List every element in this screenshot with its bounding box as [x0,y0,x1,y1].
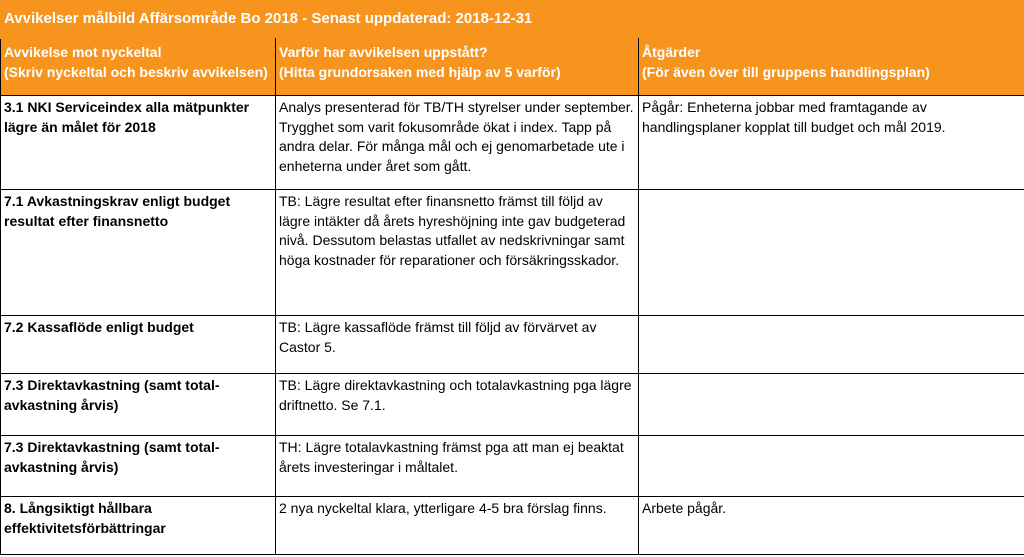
reason-cell[interactable]: TB: Lägre direktavkastning och totalavkastning pga lägre driftnetto. Se 7.1. [276,374,639,436]
metric-cell[interactable]: 3.1 NKI Serviceindex alla mätpunkter lägre än målet för 2018 [1,96,276,190]
column-header-hint: (Hitta grundorsaken med hjälp av 5 varför) [279,63,561,80]
reason-cell[interactable]: TB: Lägre resultat efter finansnetto främst till följd av lägre intäkter då årets hyreshöjning inte gav budgeterad nivå. Dessutom belastas utfallet av nedskrivningar samt höga kostnader för reparationer och försäkringsskador. [276,190,639,316]
table-row [1,316,1024,374]
column-header-deviation[interactable] [1,39,276,96]
reason-cell[interactable]: TH: Lägre totalavkastning främst pga att man ej beaktat årets investeringar i måltalet. [276,436,639,497]
action-cell[interactable] [639,316,1024,374]
action-cell[interactable]: Arbete pågår. [639,497,1024,555]
table-row [1,190,1024,316]
action-cell[interactable] [639,190,1024,316]
table-row [1,96,1024,190]
sheet-title: Avvikelser målbild Affärsområde Bo 2018 - Senast uppdaterad: 2018-12-31 [0,0,1024,38]
action-cell[interactable] [639,374,1024,436]
column-header-title: Åtgärder [642,44,701,60]
metric-cell[interactable]: 8. Långsiktigt hållbara effektivitetsförbättringar [1,497,276,555]
reason-cell[interactable]: TB: Lägre kassaflöde främst till följd av förvärvet av Castor 5. [276,316,639,374]
reason-cell[interactable]: Analys presenterad för TB/TH styrelser under september. Trygghet som varit fokusområde ökat i index. Tapp på andra delar. För många mål och ej genomarbetade ute i enheterna under året som gått. [276,96,639,190]
deviation-table [0,38,1024,555]
column-header-hint: (För även över till gruppens handlingsplan) [642,63,930,80]
table-row [1,497,1024,555]
metric-cell[interactable]: 7.3 Direktavkastning (samt total-avkastning årvis) [1,374,276,436]
column-header-title: Avvikelse mot nyckeltal [4,44,162,60]
metric-cell[interactable]: 7.2 Kassaflöde enligt budget [1,316,276,374]
action-cell[interactable] [639,436,1024,497]
metric-cell[interactable]: 7.1 Avkastningskrav enligt budget resultat efter finansnetto [1,190,276,316]
column-header-title: Varför har avvikelsen uppstått? [279,44,488,60]
reason-cell[interactable]: 2 nya nyckeltal klara, ytterligare 4-5 bra förslag finns. [276,497,639,555]
column-header-hint: (Skriv nyckeltal och beskriv avvikelsen) [4,63,268,80]
column-header-reason[interactable] [276,39,639,96]
action-cell[interactable]: Pågår: Enheterna jobbar med framtagande av handlingsplaner kopplat till budget och mål 2019. [639,96,1024,190]
table-row [1,436,1024,497]
table-row [1,374,1024,436]
metric-cell[interactable]: 7.3 Direktavkastning (samt total-avkastning årvis) [1,436,276,497]
column-header-actions[interactable] [639,39,1024,96]
header-row [1,39,1024,96]
